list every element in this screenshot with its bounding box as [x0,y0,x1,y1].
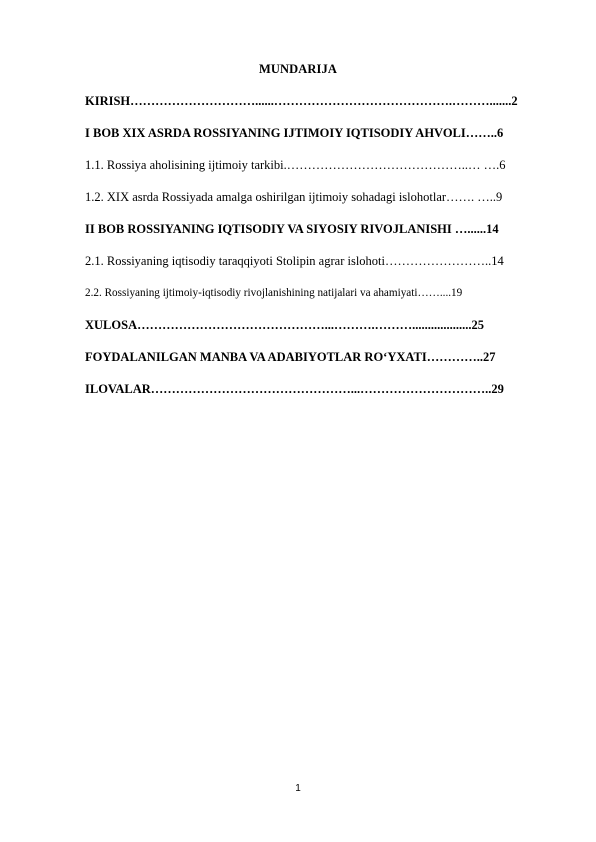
toc-entry-section-1-1: 1.1. Rossiya aholisining ijtimoiy tarkibi.……………………………………..… ….6 [85,158,506,172]
toc-title: MUNDARIJA [259,62,337,76]
toc-entry-xulosa: XULOSA………………………………………...……….………...................25 [85,318,484,332]
toc-entry-kirish: KIRISH…………………………......…………………………………….……….......2 [85,94,518,108]
toc-entry-section-1-2: 1.2. XIX asrda Rossiyada amalga oshirilgan ijtimoiy sohadagi islohotlar……. …..9 [85,190,503,204]
toc-entry-chapter-1: I BOB XIX ASRDA ROSSIYANING IJTIMOIY IQTISODIY AHVOLI……..6 [85,126,504,140]
toc-entry-appendices: ILOVALAR…………………………………………...…………………………..29 [85,382,504,396]
toc-entry-chapter-2: II BOB ROSSIYANING IQTISODIY VA SIYOSIY RIVOJLANISHI …......14 [85,222,499,236]
page-number: 1 [295,783,301,794]
toc-entry-references: FOYDALANILGAN MANBA VA ADABIYOTLAR RO‘YXATI…………..27 [85,350,496,364]
toc-entry-section-2-1: 2.1. Rossiyaning iqtisodiy taraqqiyoti Stolipin agrar islohoti……………………..14 [85,254,504,268]
toc-entry-section-2-2: 2.2. Rossiyaning ijtimoiy-iqtisodiy rivojlanishining natijalari va ahamiyati……....19 [85,287,463,299]
